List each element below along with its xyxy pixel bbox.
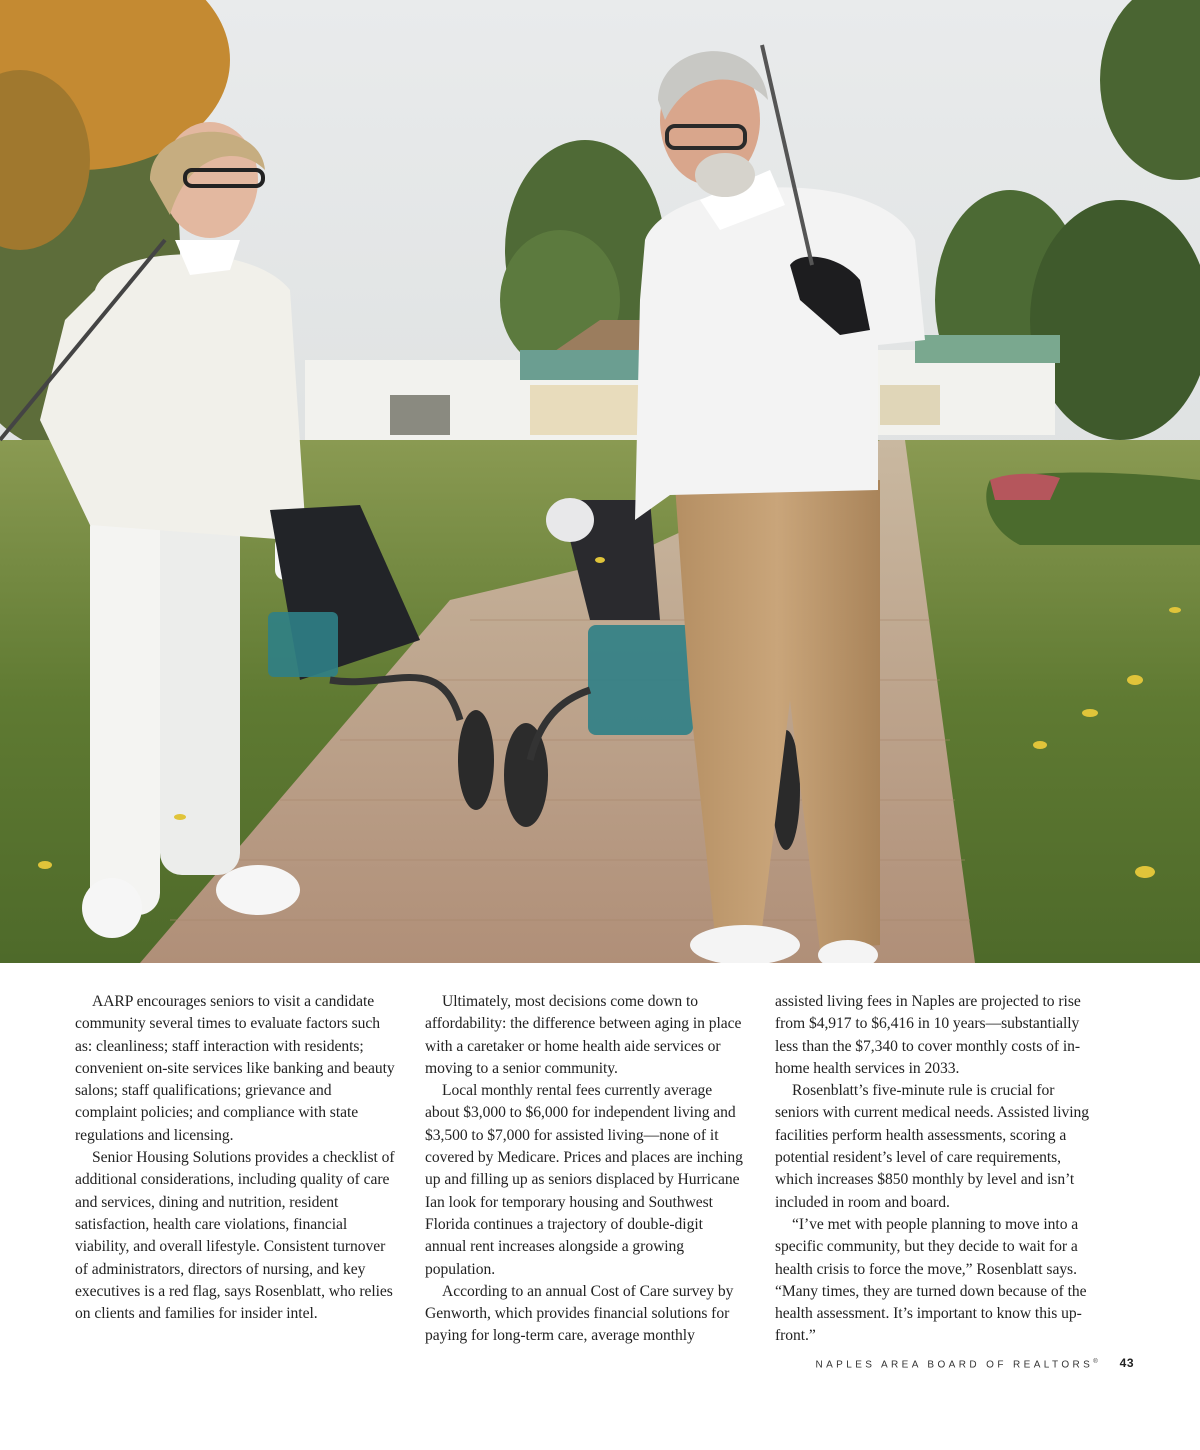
paragraph: Rosenblatt’s five-minute rule is crucial for seniors with current medical needs. Assisted living facilities perform health assessments, scoring a potential resident’s level of care requirements, which increases $850 monthly by level and isn’t included in room and board.	[775, 1082, 1090, 1211]
registered-mark: ®	[1093, 1358, 1098, 1365]
article-column-3	[775, 991, 1095, 1348]
article-body	[75, 991, 1095, 1348]
paragraph: Senior Housing Solutions provides a checklist of additional considerations, including quality of care and services, dining and nutrition, resident satisfaction, health care violations, financial viability, and overall lifestyle. Consistent turnover of administrators, directors of nursing, and key executives is a red flag, says Rosenblatt, who relies on clients and families for insider intel.	[75, 1149, 395, 1323]
page-number: 43	[1119, 1356, 1134, 1370]
paragraph: AARP encourages seniors to visit a candidate community several times to evaluate factors such as: cleanliness; staff interaction with residents; convenient on-site services like banking and beauty salons; staff qualifications; grievance and complaint policies; and compliance with state regulations and licensing.	[75, 993, 395, 1144]
article-column-1	[75, 991, 395, 1348]
paragraph: Local monthly rental fees currently average about $3,000 to $6,000 for independent living and $3,500 to $7,000 for assisted living—none of it covered by Medicare. Prices and places are inching up and filling up as seniors displaced by Hurricane Ian look for temporary housing and Southwest Florida continues a trajectory of double-digit annual rent increases alongside a growing population.	[425, 1082, 743, 1278]
article-column-2	[425, 991, 745, 1348]
paragraph: assisted living fees in Naples are projected to rise from $4,917 to $6,416 in 10 years—substantially less than the $7,340 to cover monthly costs of in-home health services in 2033.	[775, 993, 1081, 1077]
page-footer	[815, 1356, 1134, 1370]
publication-title: NAPLES AREA BOARD OF REALTORS	[815, 1359, 1094, 1370]
paragraph: “I’ve met with people planning to move into a specific community, but they decide to wait for a health crisis to force the move,” Rosenblatt says. “Many times, they are turned down because of the health assessment. It’s important to know this up-front.”	[775, 1215, 1087, 1345]
paragraph: Ultimately, most decisions come down to affordability: the difference between aging in place with a caretaker or home health aide services or moving to a senior community.	[425, 993, 742, 1077]
publication-name	[815, 1359, 1097, 1370]
paragraph: According to an annual Cost of Care survey by Genworth, which provides financial solutions for paying for long-term care, average monthly	[425, 1282, 734, 1345]
